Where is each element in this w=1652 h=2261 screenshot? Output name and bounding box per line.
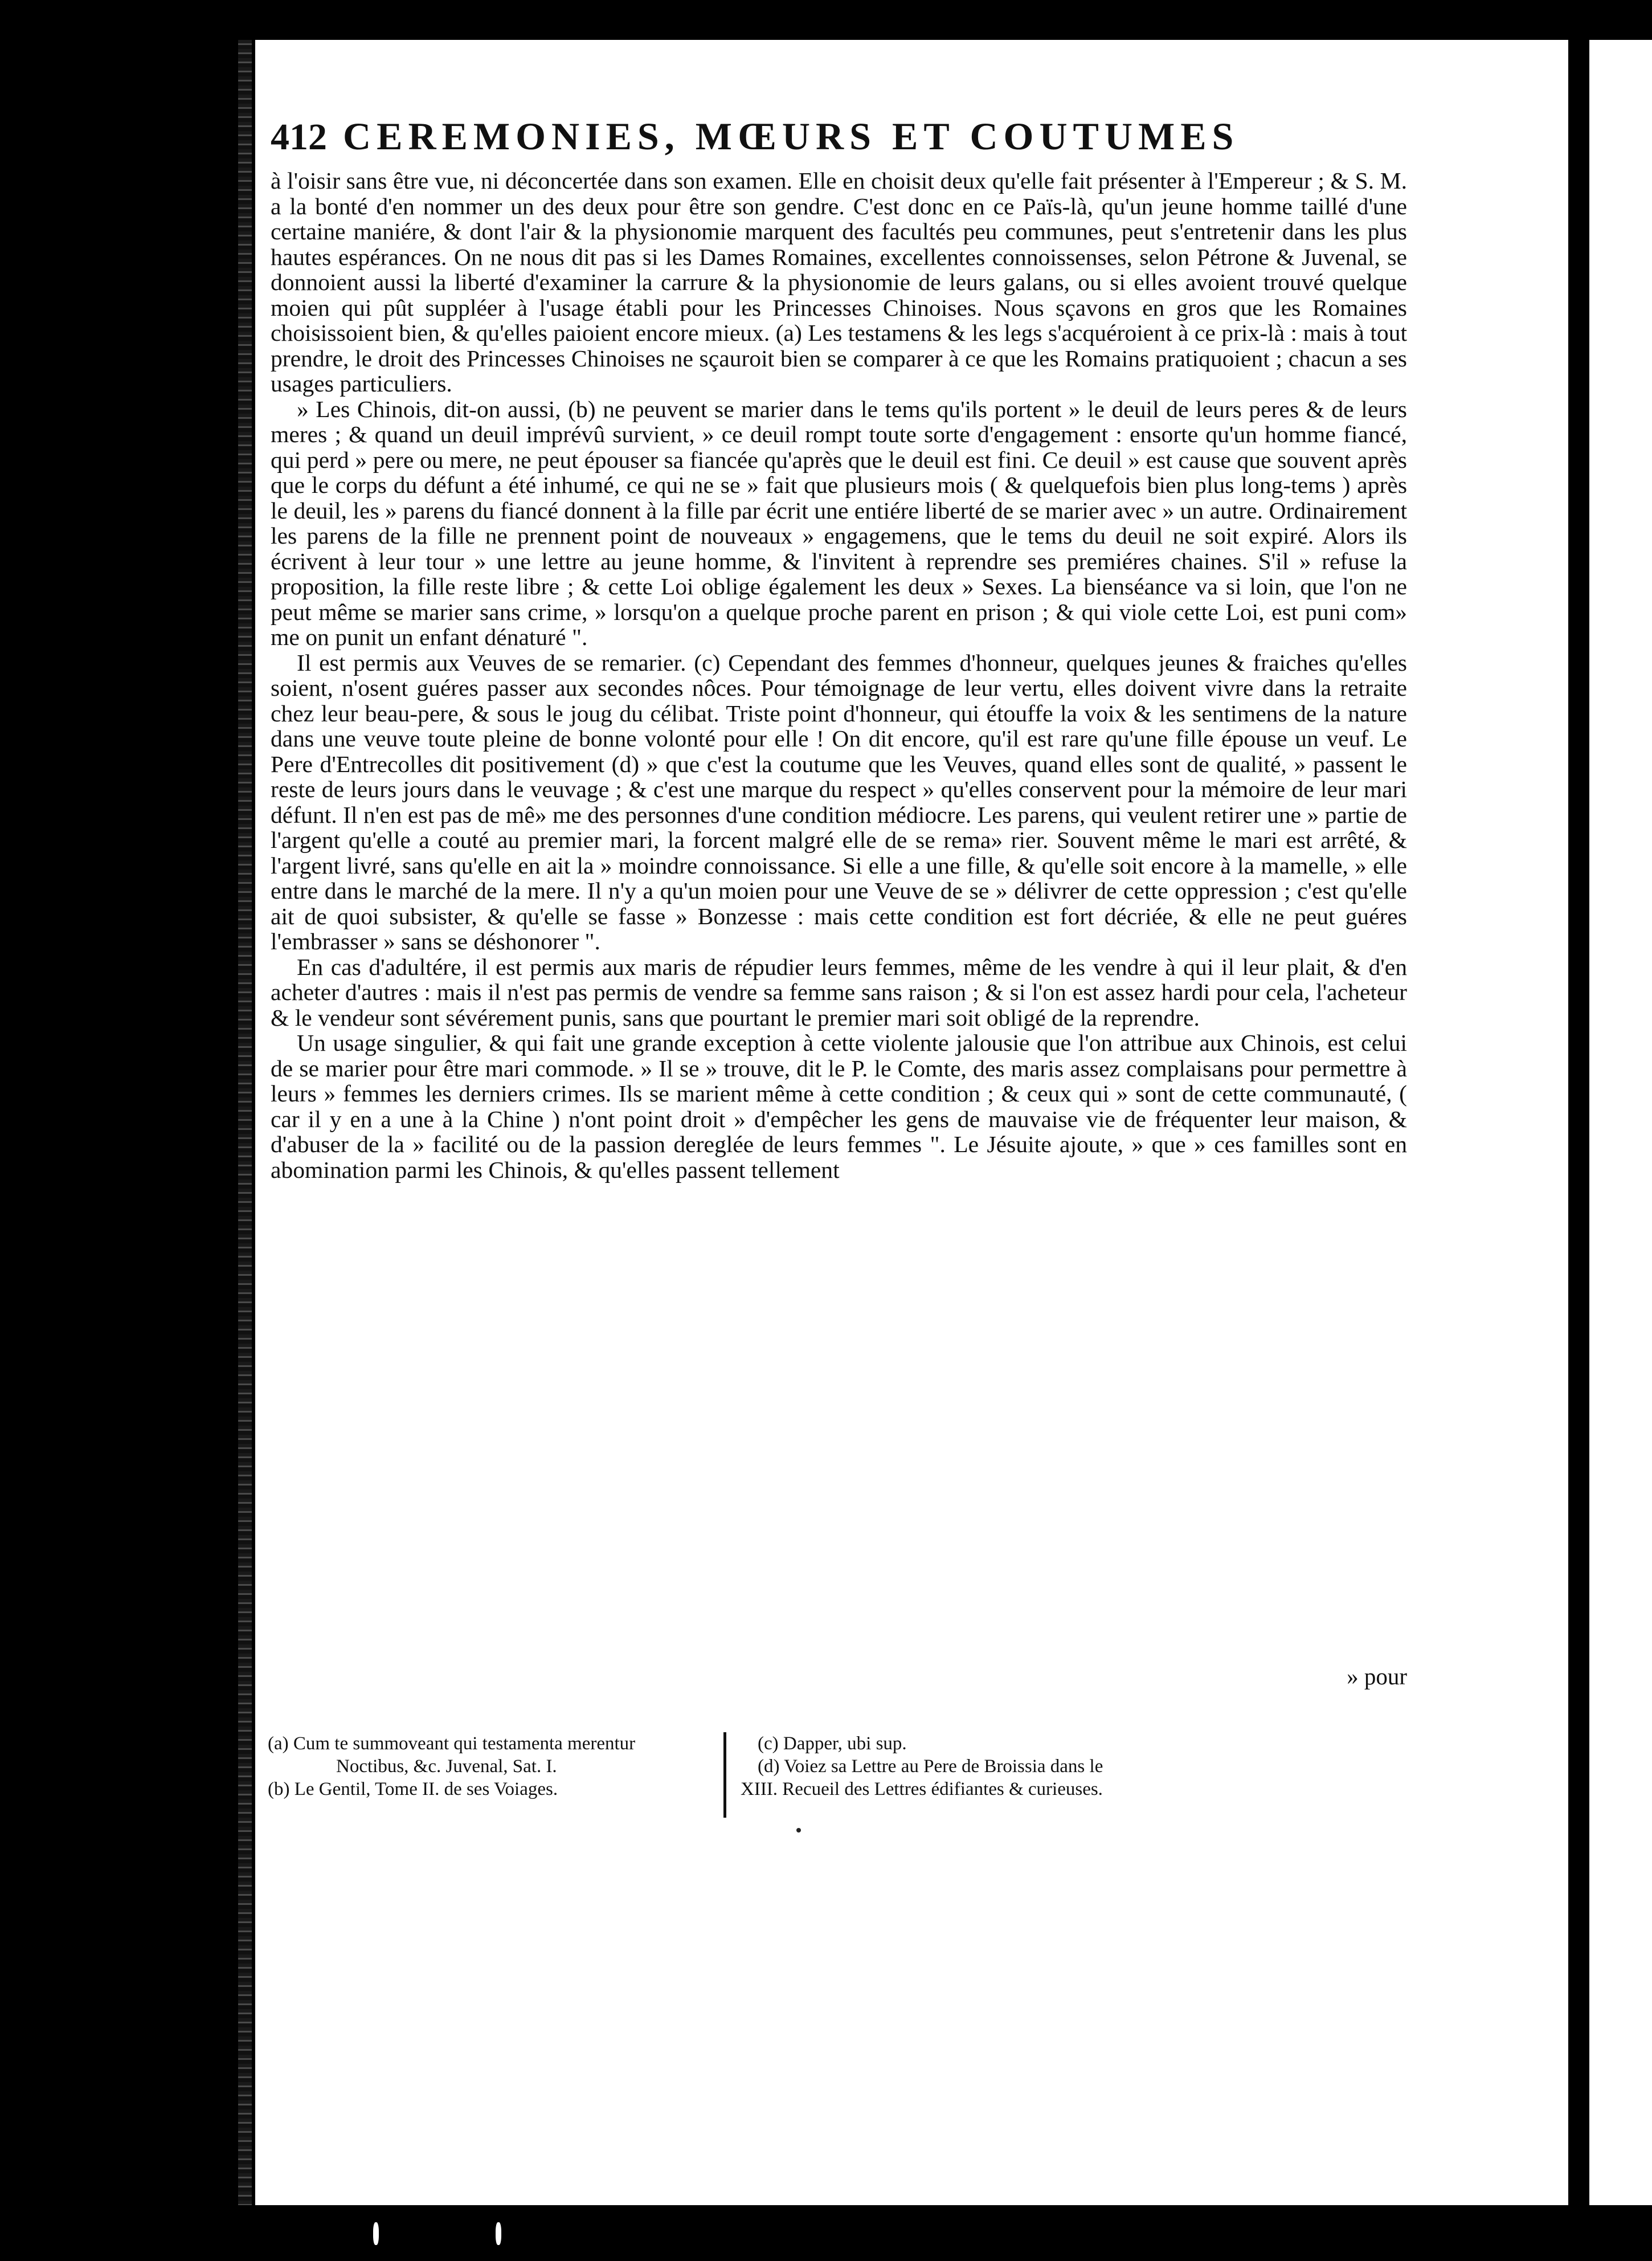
ink-speck (796, 1828, 801, 1833)
paragraph-4: En cas d'adultére, il est permis aux maris de répudier leurs femmes, même de les vendre à qui il leur plait, & d'en acheter d'autres : mais il n'est pas permis de vendre sa femme sans raison ; & si l'on est assez hardi pour cela, l'acheteur & le vendeur sont sévérement punis, sans que pourtant le premier mari soit obligé de la reprendre. (271, 953, 1407, 1031)
ink-speck (373, 2222, 379, 2245)
page-number: 412 (271, 116, 327, 158)
paragraph-5: Un usage singulier, & qui fait une grande exception à cette violente jalousie que l'on attribue aux Chinois, est celui de se marier pour être mari commode. » Il se » trouve, dit le P. le Comte, des maris assez complaisans pour permettre à leurs » femmes les derniers crimes. Ils se marient même à cette condition ; & ceux qui » sont de cette communauté, ( car il y en a une à la Chine ) n'ont point droit » d'empêcher les gens de mauvaise vie de fréquenter leur maison, & d'abuser de la » facilité ou de la passion dereglée de leurs femmes ". Le Jésuite ajoute, » que » ces familles sont en abomination parmi les Chinois, & qu'elles passent tellement (271, 1030, 1407, 1183)
footnote-b: (b) Le Gentil, Tome II. de ses Voiages. (268, 1779, 558, 1799)
footnote-a-line2: Noctibus, &c. Juvenal, Sat. I. (336, 1756, 557, 1777)
footnote-c: (c) Dapper, ubi sup. (758, 1733, 907, 1754)
body-text (271, 168, 1407, 1695)
paragraph-1: à l'oisir sans être vue, ni déconcertée dans son examen. Elle en choisit deux qu'elle fait présenter à l'Empereur ; & S. M. a la bonté d'en nommer un des deux pour être son gendre. C'est donc en ce Païs-là, qu'un jeune homme taillé d'une certaine maniére, & dont l'air & la physionomie marquent des facultés peu communes, peut s'entretenir dans les plus hautes espérances. On ne nous dit pas si les Dames Romaines, excellentes connoissenses, selon Pétrone & Juvenal, se donnoient aussi la liberté d'examiner la carrure & la physionomie de leurs galans, ou si elles avoient trouvé quelque moien qui pût suppléer à l'usage établi pour les Princesses Chinoises. Nous sçavons en gros que les Romaines choisissoient bien, & qu'elles paioient encore mieux. (a) Les testamens & les legs s'acquéroient à ce prix-là : mais à tout prendre, le droit des Princesses Chinoises ne sçauroit bien se comparer à ce que les Romains pratiquoient ; chacun a ses usages particuliers. (271, 168, 1407, 397)
paragraph-3: Il est permis aux Veuves de se remarier. (c) Cependant des femmes d'honneur, quelques jeunes & fraiches qu'elles soient, n'osent guéres passer aux secondes nôces. Pour témoignage de leur vertu, elles doivent vivre dans la retraite chez leur beau-pere, & sous le joug du célibat. Triste point d'honneur, qui étouffe la voix & les sentimens de la nature dans une veuve toute pleine de bonne volonté pour elle ! On dit encore, qu'il est rare qu'une fille épouse un veuf. Le Pere d'Entrecolles dit positivement (d) » que c'est la coutume que les Veuves, quand elles sont de qualité, » passent le reste de leurs jours dans le veuvage ; & c'est une marque du respect » qu'elles conservent pour la mémoire de leur mari défunt. Il n'en est pas de mê» me des personnes d'une condition médiocre. Les parens, qui veulent retirer une » partie de l'argent qu'elle a couté au premier mari, la forcent malgré elle de se rema» rier. Souvent même le mari est arrêté, & l'argent livré, sans qu'elle en ait la » moindre connoissance. Si elle a une fille, & qu'elle soit encore à la mamelle, » elle entre dans le marché de la mere. Il n'y a qu'un moien pour une Veuve de se » délivrer de cette oppression ; c'est qu'elle ait de quoi subsister, & qu'elle se fasse » Bonzesse : mais cette condition est fort décriée, & elle ne peut guéres l'embrasser » sans se déshonorer ". (271, 649, 1407, 954)
footnote-a-line1: (a) Cum te summoveant qui testamenta merentur (268, 1733, 636, 1754)
adjacent-page-edge (1589, 40, 1652, 2205)
running-head-title: CEREMONIES, MŒURS ET COUTUMES (343, 115, 1240, 158)
footnotes-right-column (741, 1732, 1407, 1801)
scan-background-left (0, 0, 256, 2261)
catchword: » pour (1347, 1663, 1407, 1689)
book-binding-edge (238, 40, 252, 2205)
footnotes-left-column (268, 1732, 706, 1801)
footnote-d-line1: (d) Voiez sa Lettre au Pere de Broissia dans le (758, 1756, 1103, 1777)
footnote-divider (723, 1732, 726, 1818)
ink-speck (496, 2222, 501, 2245)
page-gutter (1568, 0, 1589, 2261)
paragraph-2: » Les Chinois, dit-on aussi, (b) ne peuvent se marier dans le tems qu'ils portent » le deuil de leurs peres & de leurs meres ; & quand un deuil imprévû survient, » ce deuil rompt toute sorte d'engagement : ensorte qu'un homme fiancé, qui perd » pere ou mere, ne peut épouser sa fiancée qu'après que le deuil est fini. Ce deuil » est cause que souvent après que le corps du défunt a été inhumé, ce qui ne se » fait que plusieurs mois ( & quelquefois bien plus long-tems ) après le deuil, les » parens du fiancé donnent à la fille par écrit une entiére liberté de se marier avec » un autre. Ordinairement les parens de la fille ne prennent point de nouveaux » engagemens, que le tems du deuil ne soit expiré. Alors ils écrivent à leur tour » une lettre au jeune homme, & l'invitent à reprendre ses premiéres chaines. S'il » refuse la proposition, la fille reste libre ; & cette Loi oblige également les deux » Sexes. La bienséance va si loin, que l'on ne peut même se marier sans crime, » lorsqu'on a quelque proche parent en prison ; & qui viole cette Loi, est puni com» me on punit un enfant dénaturé ". (271, 395, 1407, 650)
footnotes (268, 1732, 1407, 1829)
footnote-d-line2: XIII. Recueil des Lettres édifiantes & curieuses. (741, 1779, 1103, 1799)
